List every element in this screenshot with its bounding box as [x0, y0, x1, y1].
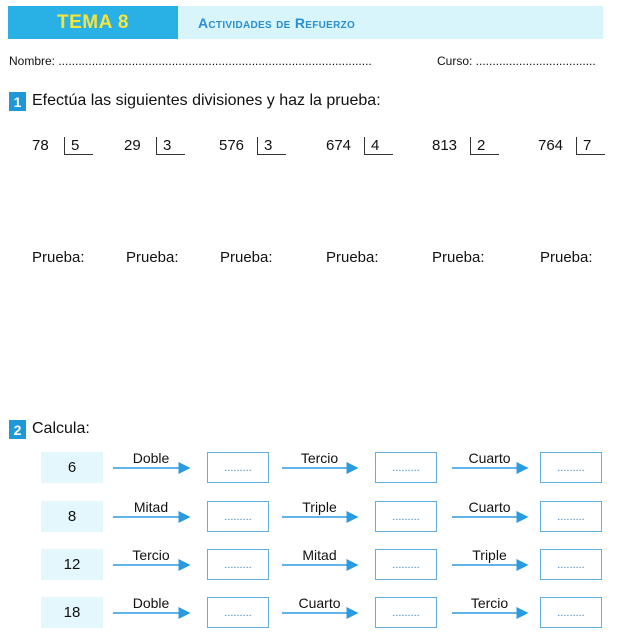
answer-box[interactable]: ......... [375, 452, 437, 483]
divisor: 3 [156, 137, 185, 155]
operation-label: Doble [132, 595, 170, 611]
start-value: 12 [41, 549, 103, 580]
prueba-label: Prueba: [540, 249, 593, 266]
curso-field[interactable]: Curso: .................................... [437, 54, 596, 68]
dividend: 29 [124, 137, 141, 154]
operation-label: Tercio [470, 595, 509, 611]
tema-title: TEMA 8 [8, 6, 178, 39]
dividend: 674 [326, 137, 352, 154]
answer-box[interactable]: ......... [207, 549, 269, 580]
prueba-label: Prueba: [220, 249, 273, 266]
header-subtitle: Actividades de Refuerzo [178, 6, 603, 39]
nombre-field[interactable]: Nombre: .............................................................................................. [9, 54, 372, 68]
answer-box[interactable]: ......... [540, 549, 602, 580]
prueba-label: Prueba: [32, 249, 85, 266]
answer-box[interactable]: ......... [540, 501, 602, 532]
prueba-label: Prueba: [432, 249, 485, 266]
dividend: 576 [219, 137, 245, 154]
operation-label: Triple [302, 499, 337, 515]
divisor: 4 [364, 137, 393, 155]
start-value: 8 [41, 501, 103, 532]
answer-box[interactable]: ......... [375, 549, 437, 580]
operation-label: Cuarto [468, 450, 511, 466]
start-value: 18 [41, 597, 103, 628]
operation-label: Mitad [302, 547, 337, 563]
operation-label: Triple [472, 547, 507, 563]
operation-label: Cuarto [298, 595, 341, 611]
operation-label: Tercio [300, 450, 339, 466]
prueba-label: Prueba: [126, 249, 179, 266]
operation-label: Mitad [133, 499, 169, 515]
exercise-1-instruction: Efectúa las siguientes divisiones y haz la prueba: [32, 92, 381, 109]
dividend: 813 [432, 137, 458, 154]
exercise-2-instruction: Calcula: [32, 420, 90, 437]
divisor: 7 [576, 137, 605, 155]
divisor: 2 [470, 137, 499, 155]
exercise-2-number: 2 [9, 420, 26, 439]
dividend: 764 [538, 137, 564, 154]
answer-box[interactable]: ......... [207, 597, 269, 628]
prueba-label: Prueba: [326, 249, 379, 266]
answer-box[interactable]: ......... [540, 452, 602, 483]
operation-label: Tercio [132, 547, 170, 563]
answer-box[interactable]: ......... [207, 501, 269, 532]
divisor: 3 [257, 137, 286, 155]
operation-label: Doble [132, 450, 170, 466]
answer-box[interactable]: ......... [375, 597, 437, 628]
answer-box[interactable]: ......... [375, 501, 437, 532]
answer-box[interactable]: ......... [540, 597, 602, 628]
divisor: 5 [64, 137, 93, 155]
answer-box[interactable]: ......... [207, 452, 269, 483]
exercise-1-number: 1 [9, 92, 26, 111]
operation-label: Cuarto [468, 499, 511, 515]
dividend: 78 [32, 137, 49, 154]
start-value: 6 [41, 452, 103, 483]
